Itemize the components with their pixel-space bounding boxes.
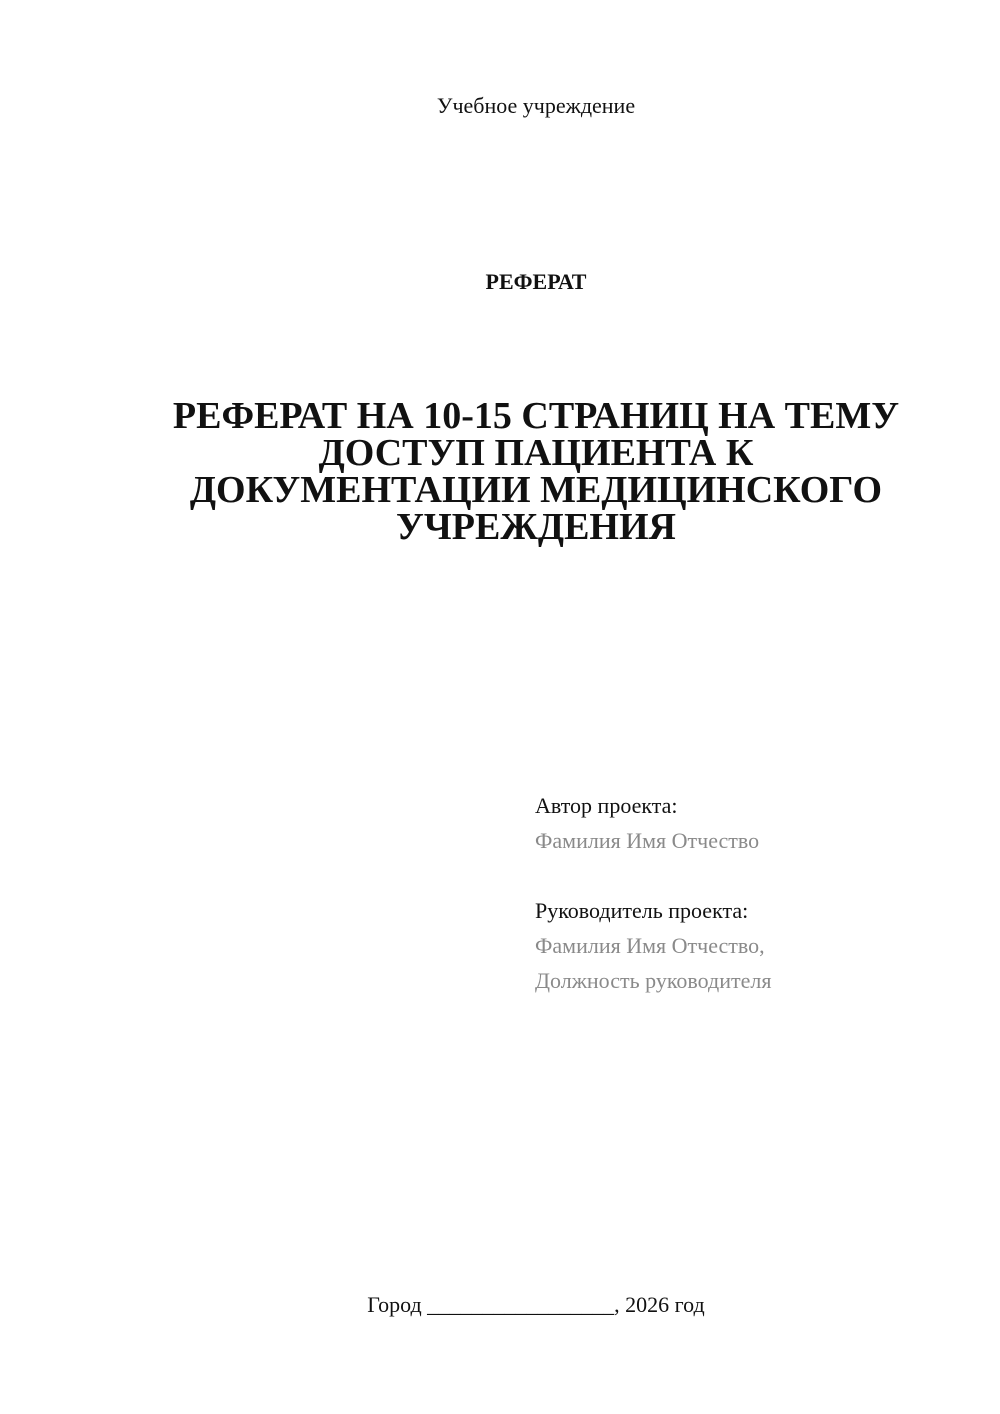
institution-name: Учебное учреждение <box>436 93 636 118</box>
city-year-line: Город _________________, 2026 год <box>367 1292 705 1317</box>
supervisor-name: Фамилия Имя Отчество, <box>535 933 765 958</box>
supervisor-label: Руководитель проекта: <box>535 898 749 923</box>
author-name: Фамилия Имя Отчество <box>535 828 760 853</box>
credits-block <box>535 788 975 998</box>
topic-line: ДОКУМЕНТАЦИИ МЕДИЦИНСКОГО <box>189 469 883 511</box>
document-topic <box>140 395 932 548</box>
topic-line: ДОСТУП ПАЦИЕНТА К <box>318 432 754 474</box>
author-label: Автор проекта: <box>535 793 678 818</box>
document-type: РЕФЕРАТ <box>485 269 587 294</box>
credits-spacer <box>535 858 975 893</box>
supervisor-position: Должность руководителя <box>535 968 772 993</box>
topic-line: УЧРЕЖДЕНИЯ <box>396 506 676 548</box>
topic-line: РЕФЕРАТ НА 10-15 СТРАНИЦ НА ТЕМУ <box>172 395 900 437</box>
